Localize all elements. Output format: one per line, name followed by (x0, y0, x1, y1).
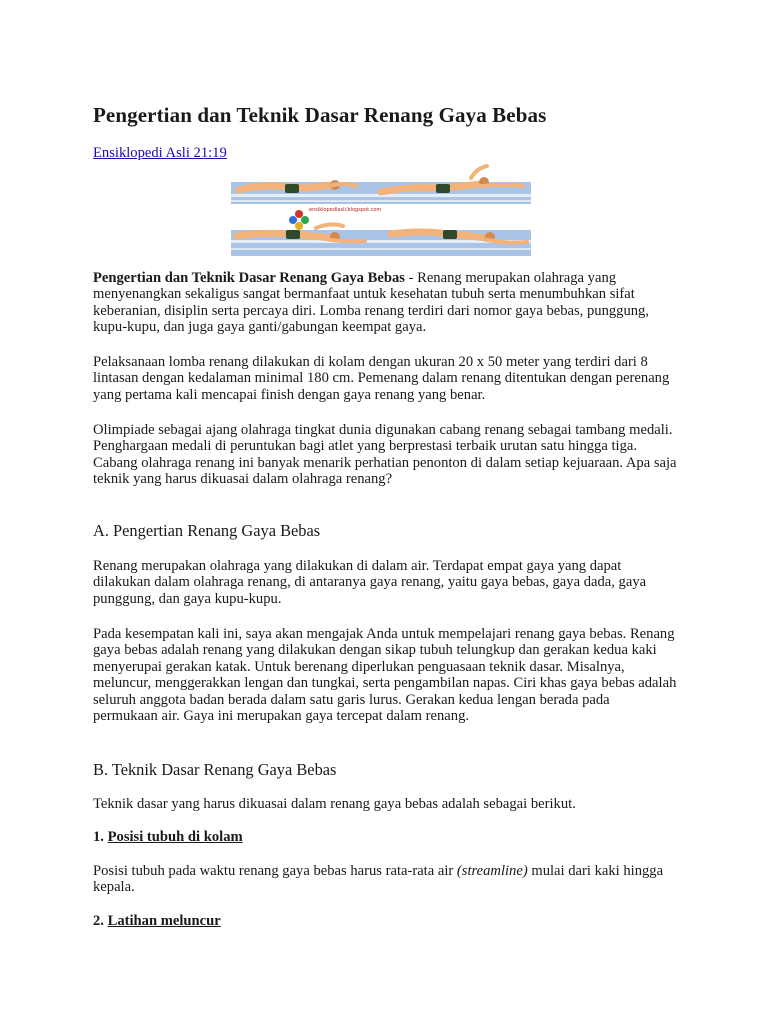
step-1-text-a: Posisi tubuh pada waktu renang gaya bebas harus rata-rata air (93, 863, 457, 879)
intro-bold: Pengertian dan Teknik Dasar Renang Gaya Bebas (93, 270, 405, 286)
watermark-logo (289, 207, 381, 230)
author-link[interactable]: Ensiklopedi Asli 21:19 (93, 145, 227, 161)
image-caption: ensiklopediasli.blogspot.com (309, 207, 382, 213)
section-b-heading: B. Teknik Dasar Renang Gaya Bebas (93, 760, 337, 779)
step-2-heading (93, 913, 221, 930)
step-1-title: Posisi tubuh di kolam (107, 829, 243, 845)
swimmers-image (231, 164, 531, 266)
paragraph-2: Pelaksanaan lomba renang dilakukan di kolam dengan ukuran 20 x 50 meter yang terdiri dari 8 lintasan dengan kedalaman minimal 180 cm. Pemenang dalam renang ditentukan dengan perenang yang pertama kali mencapai finish dengan gaya renang yang benar. (93, 354, 670, 403)
intro-paragraph (93, 270, 678, 336)
page-title: Pengertian dan Teknik Dasar Renang Gaya Bebas (93, 103, 547, 127)
step-1-text-b: mulai dari kaki hingga kepala. (93, 863, 664, 896)
step-2-number: 2. (93, 913, 104, 929)
step-2-title: Latihan meluncur (107, 913, 221, 929)
intro-text: - Renang merupakan olahraga yang menyenangkan sekaligus sangat bermanfaat untuk kesehatan tubuh serta menumbuhkan sifat keberanian, disiplin serta percaya diri. Lomba renang terdiri dari nomor gaya bebas, punggung, kupu-kupu, dan juga gaya ganti/gabungan keempat gaya. (93, 270, 649, 336)
step-1-text-em: (streamline) (456, 863, 528, 879)
section-a-paragraph-1: Renang merupakan olahraga yang dilakukan di dalam air. Terdapat empat gaya yang dapat dilakukan dalam olahraga renang, di antaranya gaya renang, yaitu gaya bebas, gaya dada, gaya punggung, dan gaya kupu-kupu. (93, 558, 647, 607)
section-b-intro: Teknik dasar yang harus dikuasai dalam renang gaya bebas adalah sebagai berikut. (93, 796, 576, 812)
step-1-heading (93, 829, 243, 846)
step-1-paragraph (93, 863, 678, 896)
swimming-illustration (231, 164, 531, 266)
section-a-paragraph-2: Pada kesempatan kali ini, saya akan mengajak Anda untuk mempelajari renang gaya bebas. Renang gaya bebas adalah renang yang dilakukan dengan sikap tubuh telungkup dan gerakan kedua kaki menyerupai gerakan katak. Untuk berenang diperlukan penguasaan teknik dasar. Misalnya, meluncur, menggerakkan lengan dan tungkai, serta pengambilan napas. Ciri khas gaya bebas adalah seluruh anggota badan berada dalam satu garis lurus. Gerakan kedua lengan berada pada permukaan air. Gaya ini merupakan gaya tercepat dalam renang. (93, 626, 677, 725)
paragraph-3: Olimpiade sebagai ajang olahraga tingkat dunia digunakan cabang renang sebagai tambang medali. Penghargaan medali di peruntukan bagi atlet yang berprestasi terbaik urutan satu hingga tiga. Cabang olahraga renang ini banyak menarik perhatian penonton di dalam setiap kejuaraan. Apa saja teknik yang harus dikuasai dalam olahraga renang? (93, 422, 677, 488)
section-a-heading: A. Pengertian Renang Gaya Bebas (93, 521, 321, 540)
step-1-number: 1. (93, 829, 104, 845)
